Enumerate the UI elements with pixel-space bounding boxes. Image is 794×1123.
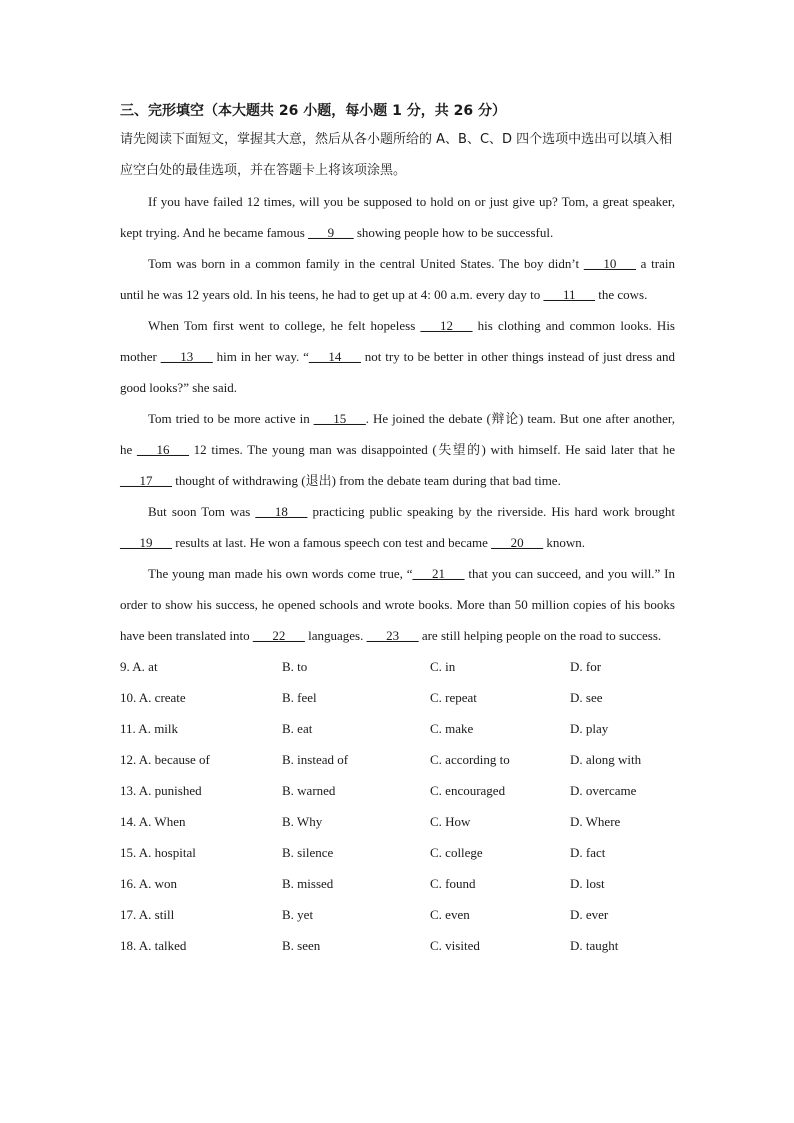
blank-23: ___23___ — [366, 628, 419, 643]
option-d: D. fact — [570, 845, 606, 860]
blank-19: ___19___ — [120, 535, 172, 550]
blank-13: ___13___ — [160, 349, 213, 364]
passage-paragraph-1 — [120, 186, 675, 248]
passage-text: are still helping people on the road to success. — [418, 628, 662, 643]
passage-paragraph-5 — [120, 496, 675, 558]
option-row — [120, 744, 675, 775]
option-d: D. overcame — [570, 783, 637, 798]
blank-16: ___16___ — [136, 442, 189, 457]
exam-page — [120, 98, 675, 961]
option-c: C. even — [430, 907, 470, 922]
passage-text: thought of withdrawing (退出) from the debate team during that bad time. — [172, 473, 561, 488]
option-a: 18. A. talked — [120, 938, 187, 953]
blank-11: ___11___ — [543, 287, 596, 302]
passage-text: known. — [543, 535, 586, 550]
blank-9: ___9___ — [308, 225, 354, 240]
option-c: C. encouraged — [430, 783, 506, 798]
option-row — [120, 868, 675, 899]
blank-12: ___12___ — [420, 318, 473, 333]
blank-10: ___10___ — [583, 256, 636, 271]
option-row — [120, 682, 675, 713]
passage-text: a train until he was 12 years old. In his teens, he had to get up at 4: 00 a.m. every day to — [120, 256, 676, 302]
passage-paragraph-3 — [120, 310, 675, 403]
option-d: D. ever — [570, 907, 609, 922]
blank-20: ___20___ — [491, 535, 544, 550]
option-row — [120, 899, 675, 930]
passage-text: him in her way. “ — [212, 349, 309, 364]
passage-text: . He joined the debate (辩论) team. But one after another, he — [120, 411, 675, 457]
blank-14: ___14___ — [308, 349, 361, 364]
option-b: B. eat — [282, 721, 313, 736]
passage-text: that you can succeed, and you will.” In order to show his success, he opened schools and wrote books. More than 50 million copies of his books have been translated into — [120, 566, 675, 643]
passage-text: But soon Tom was — [148, 504, 256, 519]
option-row — [120, 651, 675, 682]
passage-text: languages. — [304, 628, 367, 643]
option-c: C. repeat — [430, 690, 477, 705]
blank-17: ___17___ — [120, 473, 172, 488]
answer-options — [120, 651, 675, 961]
option-d: D. for — [570, 659, 602, 674]
passage-text: not try to be better in other things instead of just dress and good looks?” she said. — [120, 349, 675, 395]
option-b: B. Why — [282, 814, 323, 829]
passage-text: results at last. He won a famous speech con test and became — [172, 535, 492, 550]
option-c: C. college — [430, 845, 483, 860]
option-d: D. Where — [570, 814, 621, 829]
passage-paragraph-6 — [120, 558, 675, 651]
passage-paragraph-4 — [120, 403, 675, 496]
passage-text: The young man made his own words come true, “ — [148, 566, 413, 581]
passage-text: Tom tried to be more active in — [148, 411, 314, 426]
option-d: D. play — [570, 721, 609, 736]
section-heading: 三、完形填空（本大题共 26 小题，每小题 1 分，共 26 分） — [120, 103, 506, 119]
option-c: C. visited — [430, 938, 480, 953]
option-b: B. missed — [282, 876, 334, 891]
option-a: 9. A. at — [120, 659, 158, 674]
option-a: 13. A. punished — [120, 783, 202, 798]
blank-15: ___15___ — [313, 411, 366, 426]
option-d: D. taught — [570, 938, 619, 953]
option-b: B. seen — [282, 938, 321, 953]
option-a: 11. A. milk — [120, 721, 179, 736]
passage-text: his clothing and common looks. His mother — [120, 318, 675, 364]
option-b: B. warned — [282, 783, 336, 798]
option-row — [120, 713, 675, 744]
option-d: D. see — [570, 690, 603, 705]
passage-text: If you have failed 12 times, will you be supposed to hold on or just give up? Tom, a great speaker, kept trying. And he became famous — [120, 194, 675, 240]
option-a: 12. A. because of — [120, 752, 210, 767]
blank-22: ___22___ — [252, 628, 305, 643]
passage-text: showing people how to be successful. — [353, 225, 554, 240]
option-row — [120, 806, 675, 837]
option-b: B. yet — [282, 907, 314, 922]
passage-paragraph-2 — [120, 248, 675, 310]
blank-21: ___21___ — [412, 566, 465, 581]
option-d: D. lost — [570, 876, 605, 891]
option-a: 14. A. When — [120, 814, 186, 829]
option-b: B. silence — [282, 845, 334, 860]
passage-text: 12 times. The young man was disappointed (失望的) with himself. He said later that he — [188, 442, 675, 457]
option-d: D. along with — [570, 752, 642, 767]
option-a: 17. A. still — [120, 907, 175, 922]
option-c: C. in — [430, 659, 456, 674]
option-c: C. How — [430, 814, 471, 829]
option-c: C. according to — [430, 752, 510, 767]
passage-text: practicing public speaking by the riverside. His hard work brought — [307, 504, 675, 519]
section-instructions: 请先阅读下面短文，掌握其大意，然后从各小题所给的 A、B、C、D 四个选项中选出可以填入相应空白处的最佳选项，并在答题卡上将该项涂黑。 — [120, 132, 673, 178]
option-row — [120, 775, 675, 806]
passage-text: Tom was born in a common family in the central United States. The boy didn’t — [148, 256, 584, 271]
option-b: B. feel — [282, 690, 317, 705]
option-c: C. make — [430, 721, 474, 736]
blank-18: ___18___ — [255, 504, 308, 519]
passage-text: the cows. — [595, 287, 648, 302]
option-row — [120, 930, 675, 961]
option-a: 10. A. create — [120, 690, 186, 705]
option-a: 15. A. hospital — [120, 845, 196, 860]
option-row — [120, 837, 675, 868]
option-a: 16. A. won — [120, 876, 178, 891]
option-b: B. to — [282, 659, 308, 674]
passage-text: When Tom first went to college, he felt hopeless — [148, 318, 421, 333]
option-b: B. instead of — [282, 752, 349, 767]
option-c: C. found — [430, 876, 476, 891]
